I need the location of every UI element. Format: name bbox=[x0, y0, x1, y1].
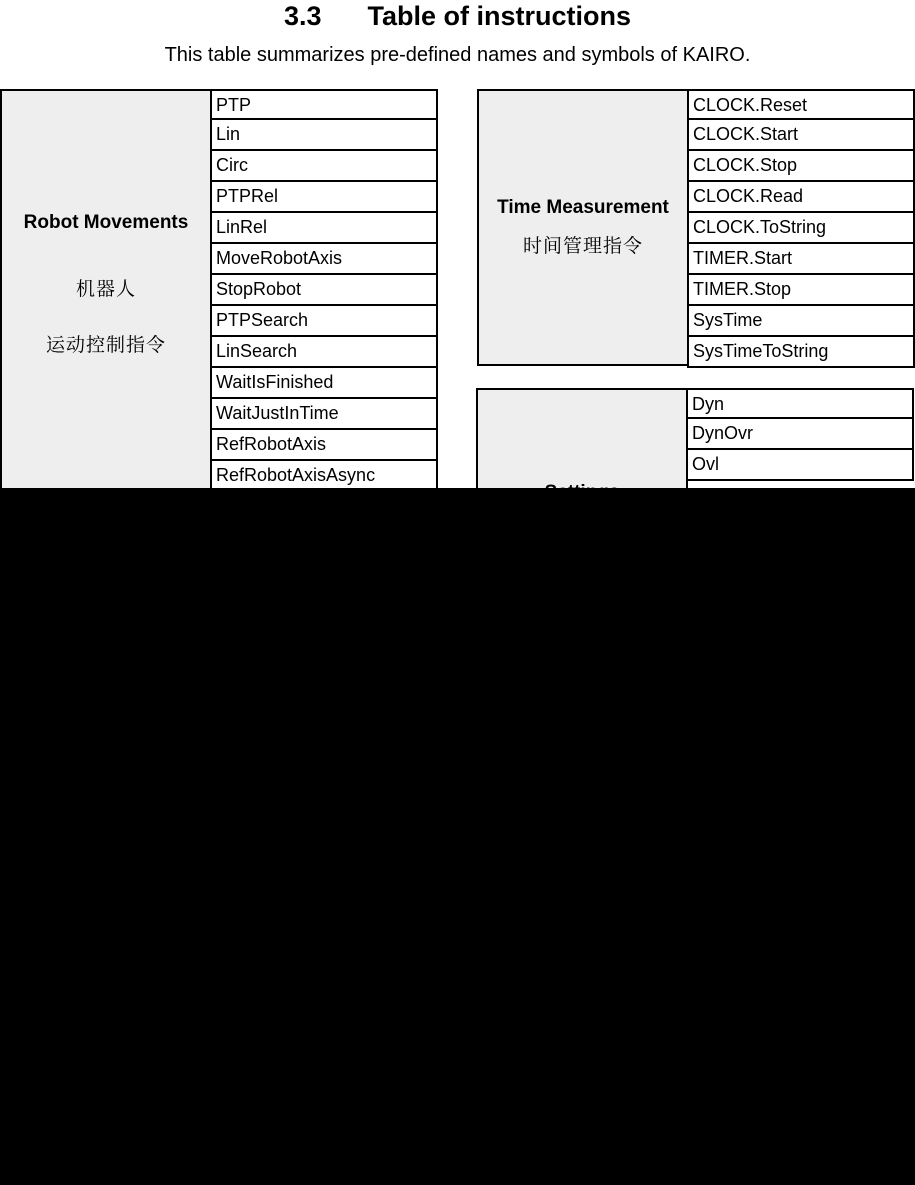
instruction-cell: SysTimeToString bbox=[687, 337, 915, 368]
instruction-cell: Circ bbox=[210, 151, 438, 182]
instruction-cell: PTPRel bbox=[210, 182, 438, 213]
instruction-cell: Dyn bbox=[686, 388, 914, 419]
robot-movements-items bbox=[210, 89, 438, 492]
instruction-cell: RefRobotAxis bbox=[210, 430, 438, 461]
instruction-cell: TIMER.Start bbox=[687, 244, 915, 275]
robot-movements-label: Robot Movements bbox=[23, 212, 189, 233]
instruction-cell: StopRobot bbox=[210, 275, 438, 306]
robot-movements-label-cell bbox=[0, 89, 212, 509]
instruction-cell: CLOCK.Read bbox=[687, 182, 915, 213]
section-number: 3.3 bbox=[283, 1, 322, 31]
settings-items bbox=[686, 388, 914, 481]
instruction-cell: WaitIsFinished bbox=[210, 368, 438, 399]
instruction-cell: PTPSearch bbox=[210, 306, 438, 337]
robot-movements-label-zh-line2: 运动控制指令 bbox=[45, 334, 166, 356]
instruction-cell: LinSearch bbox=[210, 337, 438, 368]
instruction-cell: SysTime bbox=[687, 306, 915, 337]
instruction-cell: LinRel bbox=[210, 213, 438, 244]
instruction-cell: RefRobotAxisAsync bbox=[210, 461, 438, 492]
time-measurement-label: Time Measurement bbox=[497, 196, 669, 218]
instruction-cell: CLOCK.Stop bbox=[687, 151, 915, 182]
instruction-cell: TIMER.Stop bbox=[687, 275, 915, 306]
section-heading bbox=[0, 0, 915, 34]
section-title: Table of instructions bbox=[367, 1, 632, 31]
instruction-cell: DynOvr bbox=[686, 419, 914, 450]
time-measurement-label-cell bbox=[477, 89, 689, 366]
redacted-area bbox=[0, 488, 915, 1185]
instruction-cell: WaitJustInTime bbox=[210, 399, 438, 430]
time-measurement-label-zh: 时间管理指令 bbox=[522, 234, 643, 257]
instruction-cell: Ovl bbox=[686, 450, 914, 481]
instruction-cell: Lin bbox=[210, 120, 438, 151]
instruction-cell: MoveRobotAxis bbox=[210, 244, 438, 275]
robot-movements-label-zh-line1: 机器人 bbox=[75, 278, 136, 300]
instruction-cell: CLOCK.Start bbox=[687, 120, 915, 151]
instruction-cell: PTP bbox=[210, 89, 438, 120]
robot-movements-label-zh bbox=[46, 247, 166, 387]
time-measurement-items bbox=[687, 89, 915, 368]
intro-text: This table summarizes pre-defined names and symbols of KAIRO. bbox=[164, 44, 751, 66]
instruction-cell: CLOCK.ToString bbox=[687, 213, 915, 244]
instruction-cell: CLOCK.Reset bbox=[687, 89, 915, 120]
